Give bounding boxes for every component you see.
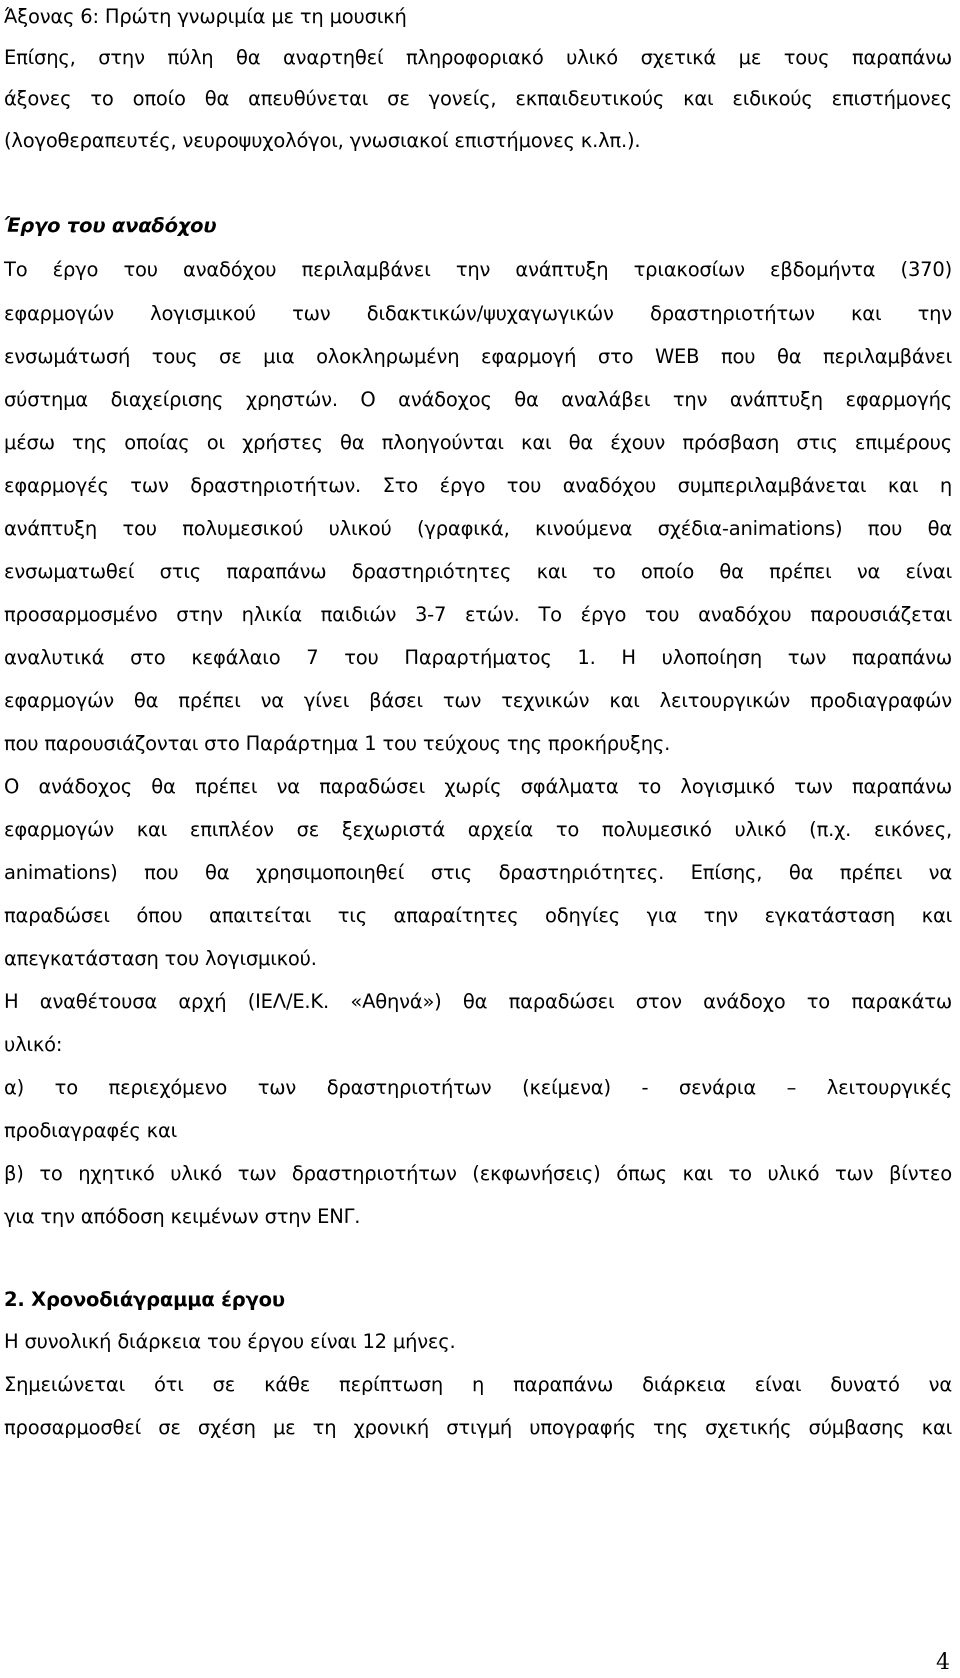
page-number: 4 xyxy=(936,1650,950,1675)
text-line: α) το περιεχόμενο των δραστηριοτήτων (κείμενα) - σενάρια – λειτουργικές xyxy=(4,1076,952,1099)
text-line: μέσω της οποίας οι χρήστες θα πλοηγούνται και θα έχουν πρόσβαση στις επιμέρους xyxy=(4,431,952,454)
text-line: (λογοθεραπευτές, νευροψυχολόγοι, γνωσιακοί επιστήμονες κ.λπ.). xyxy=(4,129,641,152)
text-line: άξονες το οποίο θα απευθύνεται σε γονείς, εκπαιδευτικούς και ειδικούς επιστήμονες xyxy=(4,87,952,110)
text-line: Σημειώνεται ότι σε κάθε περίπτωση η παραπάνω διάρκεια είναι δυνατό να xyxy=(4,1373,952,1396)
text-line: ενσωματωθεί στις παραπάνω δραστηριότητες και το οποίο θα πρέπει να είναι xyxy=(4,560,952,583)
text-line: Η αναθέτουσα αρχή (ΙΕΛ/Ε.Κ. «Αθηνά») θα παραδώσει στον ανάδοχο το παρακάτω xyxy=(4,990,952,1013)
text-line: παραδώσει όπου απαιτείται τις απαραίτητες οδηγίες για την εγκατάσταση και xyxy=(4,904,952,927)
text-line: για την απόδοση κειμένων στην ΕΝΓ. xyxy=(4,1205,361,1228)
text-line: Ο ανάδοχος θα πρέπει να παραδώσει χωρίς σφάλματα το λογισμικό των παραπάνω xyxy=(4,775,952,798)
text-line: Το έργο του αναδόχου περιλαμβάνει την ανάπτυξη τριακοσίων εβδομήντα (370) xyxy=(4,258,952,281)
text-line: απεγκατάσταση του λογισμικού. xyxy=(4,947,317,970)
text-line: εφαρμογών θα πρέπει να γίνει βάσει των τεχνικών και λειτουργικών προδιαγραφών xyxy=(4,689,952,712)
text-line: ενσωμάτωσή τους σε μια ολοκληρωμένη εφαρμογή στο WEB που θα περιλαμβάνει xyxy=(4,345,952,368)
text-line: Επίσης, στην πύλη θα αναρτηθεί πληροφοριακό υλικό σχετικά με τους παραπάνω xyxy=(4,46,952,69)
section-heading-contractor-work: Έργο του αναδόχου xyxy=(4,214,217,237)
axis-6-heading: Άξονας 6: Πρώτη γνωριμία με τη μουσική xyxy=(4,5,407,28)
text-line: προδιαγραφές και xyxy=(4,1119,177,1142)
text-line: αναλυτικά στο κεφάλαιο 7 του Παραρτήματος 1. Η υλοποίηση των παραπάνω xyxy=(4,646,952,669)
text-line: animations) που θα χρησιμοποιηθεί στις δραστηριότητες. Επίσης, θα πρέπει να xyxy=(4,861,952,884)
text-line: ανάπτυξη του πολυμεσικού υλικού (γραφικά, κινούμενα σχέδια-animations) που θα xyxy=(4,517,952,540)
text-line: εφαρμογών λογισμικού των διδακτικών/ψυχαγωγικών δραστηριοτήτων και την xyxy=(4,302,952,325)
section-heading-schedule: 2. Χρονοδιάγραμμα έργου xyxy=(4,1288,285,1311)
text-line: υλικό: xyxy=(4,1033,63,1056)
text-line: εφαρμογές των δραστηριοτήτων. Στο έργο του αναδόχου συμπεριλαμβάνεται και η xyxy=(4,474,952,497)
text-line: εφαρμογών και επιπλέον σε ξεχωριστά αρχεία το πολυμεσικό υλικό (π.χ. εικόνες, xyxy=(4,818,952,841)
text-line: προσαρμοσμένο στην ηλικία παιδιών 3-7 ετών. Το έργο του αναδόχου παρουσιάζεται xyxy=(4,603,952,626)
text-line: β) το ηχητικό υλικό των δραστηριοτήτων (εκφωνήσεις) όπως και το υλικό των βίντεο xyxy=(4,1162,952,1185)
text-line: που παρουσιάζονται στο Παράρτημα 1 του τεύχους της προκήρυξης. xyxy=(4,732,671,755)
text-line: Η συνολική διάρκεια του έργου είναι 12 μήνες. xyxy=(4,1330,456,1353)
text-line: προσαρμοσθεί σε σχέση με τη χρονική στιγμή υπογραφής της σχετικής σύμβασης και xyxy=(4,1416,952,1439)
text-line: σύστημα διαχείρισης χρηστών. Ο ανάδοχος θα αναλάβει την ανάπτυξη εφαρμογής xyxy=(4,388,952,411)
